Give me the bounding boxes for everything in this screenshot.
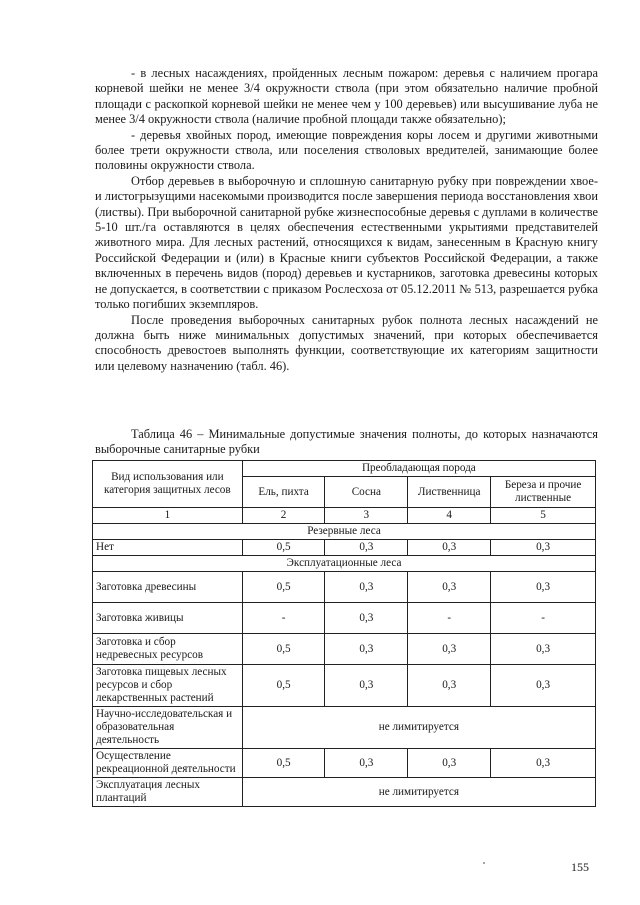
scan-speck [483, 862, 485, 864]
row-label: Заготовка и сбор недревесных ресурсов [93, 634, 243, 665]
header-dominant-species: Преобладающая порода [242, 461, 595, 477]
body-text [95, 66, 598, 374]
table-row [93, 634, 596, 665]
table-row [93, 665, 596, 707]
density-table [92, 460, 596, 807]
value-cell: - [491, 603, 596, 634]
col-number: 4 [408, 508, 491, 524]
header-spruce-fir: Ель, пихта [242, 477, 325, 508]
value-cell: 0,3 [491, 540, 596, 556]
row-label: Эксплуатация лесных плантаций [93, 778, 243, 807]
col-number: 2 [242, 508, 325, 524]
paragraph-conifer-damage: - деревья хвойных пород, имеющие повреждения коры лосем и другими животными более трети окружности ствола, или поселения стволовых вредителей, занимающие более половины окружности ствола. [95, 127, 598, 173]
table-row [93, 540, 596, 556]
section-exploitation-forests: Эксплуатационные леса [93, 556, 596, 572]
table-row [93, 707, 596, 749]
value-cell: 0,3 [325, 749, 408, 778]
section-reserve-forests: Резервные леса [93, 524, 596, 540]
value-cell: 0,5 [242, 634, 325, 665]
merged-value-cell: не лимитируется [242, 778, 595, 807]
section-row-reserve [93, 524, 596, 540]
row-label: Нет [93, 540, 243, 556]
value-cell: 0,3 [491, 634, 596, 665]
row-label: Заготовка живицы [93, 603, 243, 634]
header-birch-deciduous: Береза и прочие лиственные [491, 477, 596, 508]
paragraph-density: После проведения выборочных санитарных рубок полнота лесных насаждений не должна быть ниже минимальных допустимых значений, при которых обеспечивается способность древостоев выполнять функции, соответствующие их категориям защитности или целевому назначению (табл. 46). [95, 312, 598, 373]
value-cell: 0,3 [408, 665, 491, 707]
value-cell: 0,3 [408, 572, 491, 603]
col-number: 5 [491, 508, 596, 524]
section-row-exploitation [93, 556, 596, 572]
value-cell: 0,5 [242, 572, 325, 603]
header-usage-category: Вид использования или категория защитных лесов [93, 461, 243, 508]
value-cell: 0,3 [491, 749, 596, 778]
value-cell: 0,3 [325, 572, 408, 603]
page-number: 155 [571, 860, 589, 874]
value-cell: 0,3 [325, 634, 408, 665]
value-cell: 0,3 [408, 540, 491, 556]
table-row [93, 603, 596, 634]
value-cell: - [408, 603, 491, 634]
header-pine: Сосна [325, 477, 408, 508]
row-label: Заготовка пищевых лесных ресурсов и сбор лекарственных растений [93, 665, 243, 707]
table-row [93, 778, 596, 807]
value-cell: 0,3 [408, 634, 491, 665]
row-label: Заготовка древесины [93, 572, 243, 603]
paragraph-tree-selection: Отбор деревьев в выборочную и сплошную санитарную рубку при повреждении хвое- и листогрызущими насекомыми производится после завершения периода восстановления хвои (листвы). При выборочной санитарной рубке жизнеспособные деревья с дуплами в количестве 5-10 шт./га оставляются в целях обеспечения естественными укрытиями представителей животного мира. Для лесных растений, относящихся к видам, занесенным в Красную книгу Российской Федерации и (или) в Красные книги субъектов Российской Федерации, а также включенных в перечень видов (пород) деревьев и кустарников, заготовка древесины которых не допускается, в соответствии с приказом Рослесхоза от 05.12.2011 № 513, разрешается рубка только погибших экземпляров. [95, 173, 598, 312]
merged-value-cell: не лимитируется [242, 707, 595, 749]
paragraph-fire-damage: - в лесных насаждениях, пройденных лесным пожаром: деревья с наличием прогара корневой шейки не менее 3/4 окружности ствола (при этом обязательно наличие пробной площади с раскопкой корневой шейки не менее чем у 100 деревьев) или высушивание луба не менее 3/4 окружности ствола (наличие пробной площади также обязательно); [95, 66, 598, 127]
table-header-row [93, 461, 596, 477]
row-label: Научно-исследовательская и образовательная деятельность [93, 707, 243, 749]
value-cell: 0,5 [242, 749, 325, 778]
value-cell: 0,3 [325, 603, 408, 634]
table-number-row [93, 508, 596, 524]
value-cell: 0,3 [325, 665, 408, 707]
header-larch: Лиственница [408, 477, 491, 508]
col-number: 3 [325, 508, 408, 524]
value-cell: 0,3 [408, 749, 491, 778]
col-number: 1 [93, 508, 243, 524]
value-cell: 0,5 [242, 540, 325, 556]
value-cell: - [242, 603, 325, 634]
value-cell: 0,3 [491, 572, 596, 603]
table-row [93, 572, 596, 603]
table-row [93, 749, 596, 778]
value-cell: 0,3 [491, 665, 596, 707]
table-caption: Таблица 46 – Минимальные допустимые значения полноты, до которых назначаются выборочные санитарные рубки [95, 427, 598, 456]
value-cell: 0,5 [242, 665, 325, 707]
value-cell: 0,3 [325, 540, 408, 556]
row-label: Осуществление рекреационной деятельности [93, 749, 243, 778]
